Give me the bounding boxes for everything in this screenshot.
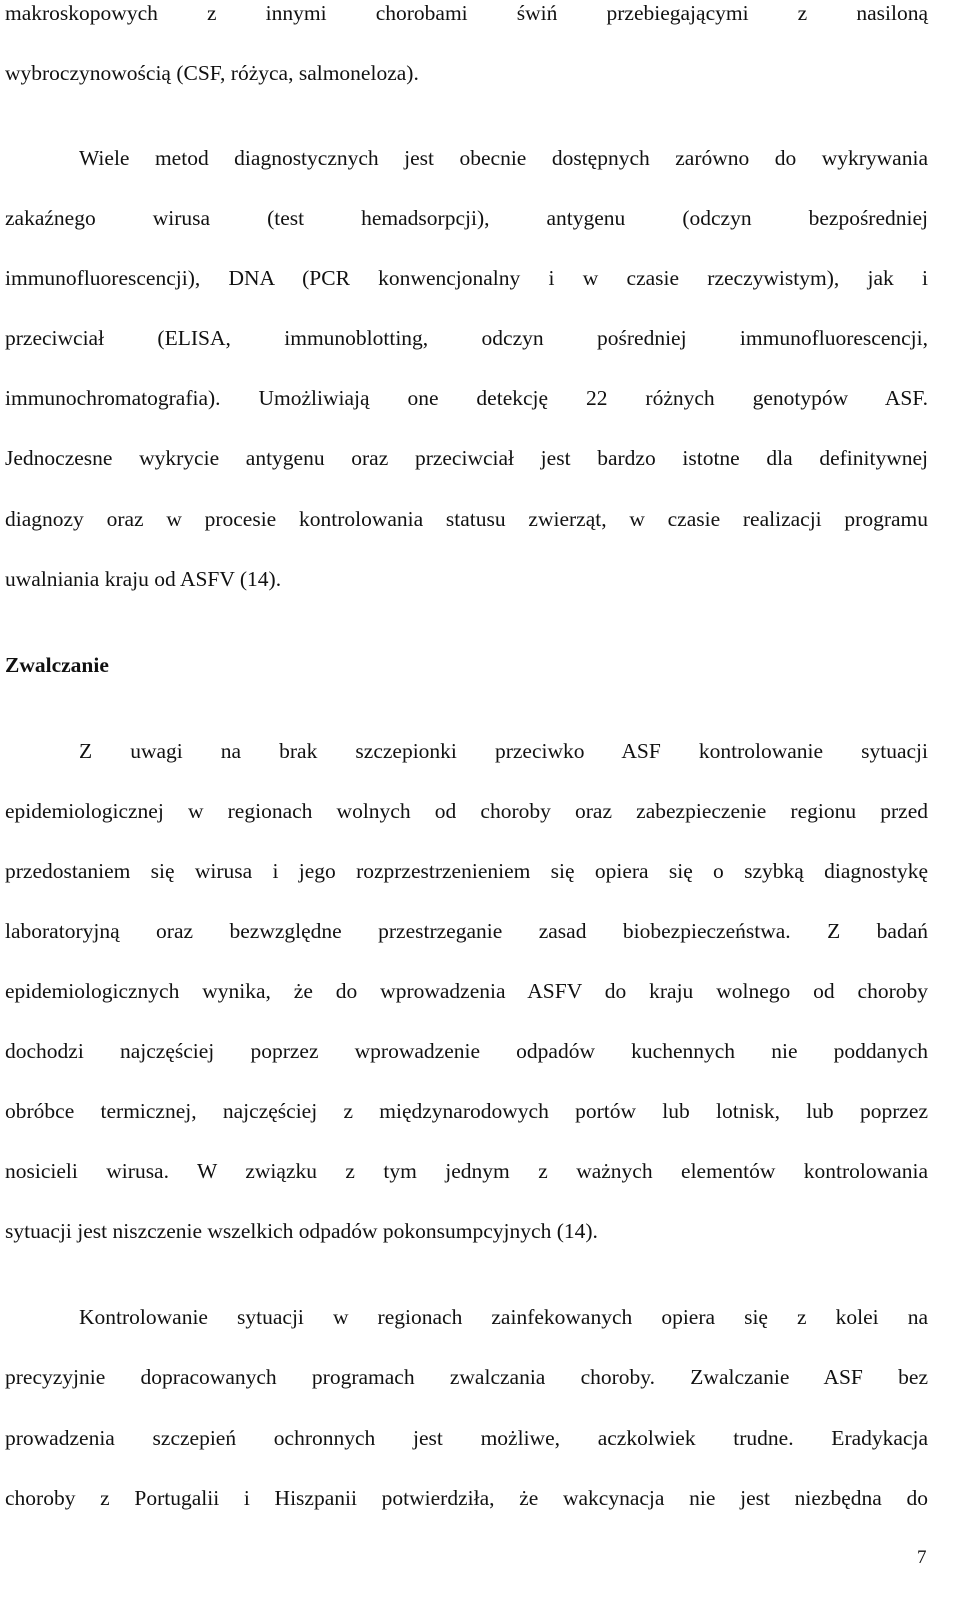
- page-number: 7: [917, 1547, 927, 1568]
- section-heading: Zwalczanie: [5, 653, 109, 677]
- text-line: zakaźnego wirusa (test hemadsorpcji), antygenu (odczyn bezpośredniej: [5, 206, 928, 230]
- text-line: immunofluorescencji), DNA (PCR konwencjonalny i w czasie rzeczywistym), jak i: [5, 266, 928, 290]
- text-line: przedostaniem się wirusa i jego rozprzestrzenieniem się opiera się o szybką diagnostykę: [5, 859, 928, 883]
- text-line: precyzyjnie dopracowanych programach zwalczania choroby. Zwalczanie ASF bez: [5, 1365, 928, 1389]
- text-line: choroby z Portugalii i Hiszpanii potwierdziła, że wakcynacja nie jest niezbędna do: [5, 1486, 928, 1510]
- text-line: nosicieli wirusa. W związku z tym jednym z ważnych elementów kontrolowania: [5, 1159, 928, 1183]
- text-line: diagnozy oraz w procesie kontrolowania statusu zwierząt, w czasie realizacji programu: [5, 507, 928, 531]
- text-line: uwalniania kraju od ASFV (14).: [5, 567, 282, 591]
- text-line: makroskopowych z innymi chorobami świń przebiegającymi z nasiloną: [5, 1, 928, 25]
- text-line: laboratoryjną oraz bezwzględne przestrzeganie zasad biobezpieczeństwa. Z badań: [5, 919, 928, 943]
- text-line: prowadzenia szczepień ochronnych jest możliwe, aczkolwiek trudne. Eradykacja: [5, 1426, 928, 1450]
- text-line: epidemiologicznych wynika, że do wprowadzenia ASFV do kraju wolnego od choroby: [5, 979, 928, 1003]
- text-line: Kontrolowanie sytuacji w regionach zainfekowanych opiera się z kolei na: [79, 1305, 928, 1329]
- text-line: sytuacji jest niszczenie wszelkich odpadów pokonsumpcyjnych (14).: [5, 1219, 598, 1243]
- text-line: wybroczynowością (CSF, różyca, salmoneloza).: [5, 61, 419, 85]
- text-line: dochodzi najczęściej poprzez wprowadzenie odpadów kuchennych nie poddanych: [5, 1039, 928, 1063]
- text-line: Z uwagi na brak szczepionki przeciwko ASF kontrolowanie sytuacji: [79, 739, 928, 763]
- text-line: epidemiologicznej w regionach wolnych od choroby oraz zabezpieczenie regionu przed: [5, 799, 928, 823]
- text-line: przeciwciał (ELISA, immunoblotting, odczyn pośredniej immunofluorescencji,: [5, 326, 928, 350]
- text-line: Wiele metod diagnostycznych jest obecnie dostępnych zarówno do wykrywania: [79, 146, 928, 170]
- text-line: Jednoczesne wykrycie antygenu oraz przeciwciał jest bardzo istotne dla definitywnej: [5, 446, 928, 470]
- text-line: immunochromatografia). Umożliwiają one detekcję 22 różnych genotypów ASF.: [5, 386, 928, 410]
- text-line: obróbce termicznej, najczęściej z międzynarodowych portów lub lotnisk, lub poprzez: [5, 1099, 928, 1123]
